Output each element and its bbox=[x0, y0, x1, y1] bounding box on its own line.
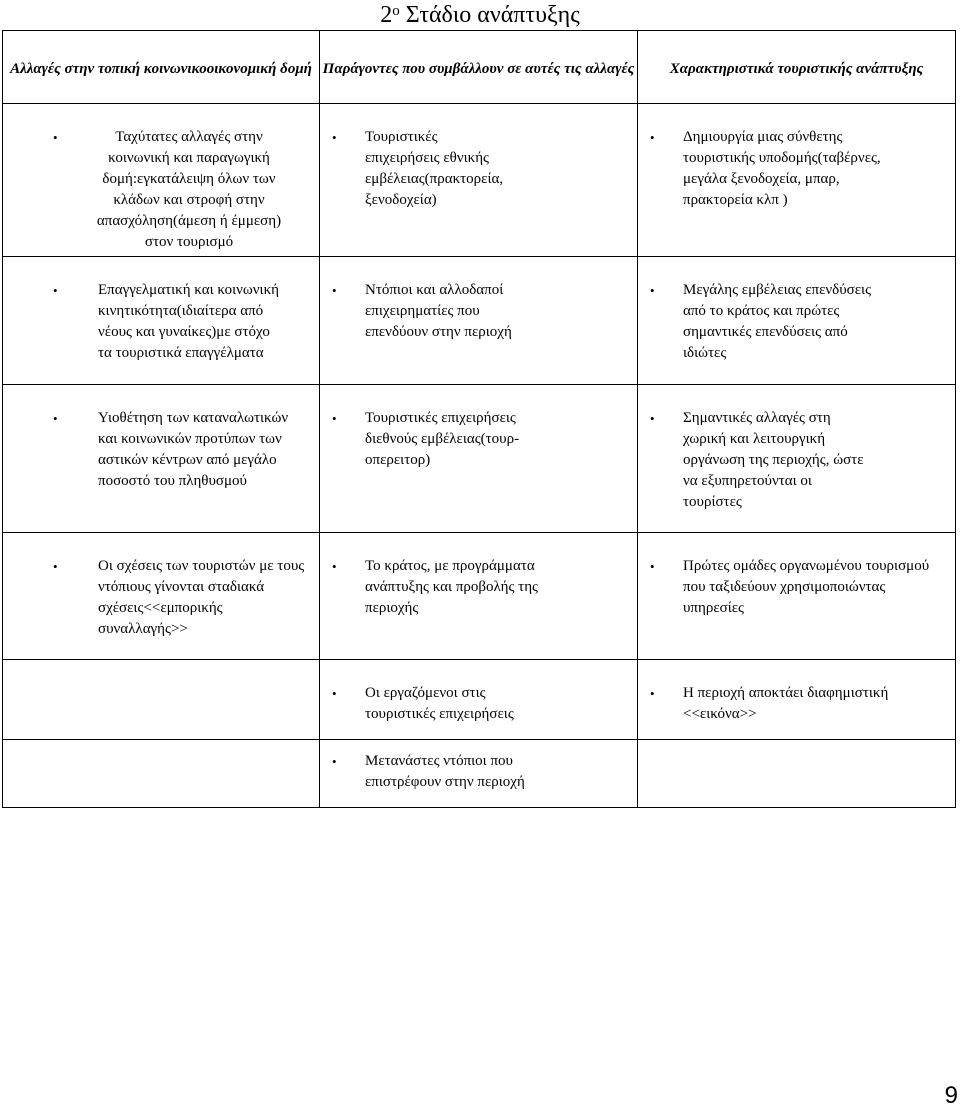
table-cell bbox=[320, 533, 638, 660]
cell-text: Μεγάλης εμβέλειας επενδύσεις από το κράτος και πρώτες σημαντικές επενδύσεις από ιδιώτες bbox=[683, 282, 872, 361]
header-label: Χαρακτηριστικά τουριστικής ανάπτυξης bbox=[669, 61, 924, 77]
header-label: Αλλαγές στην τοπική κοινωνικοοικονομική δομή bbox=[10, 61, 312, 77]
table-row bbox=[3, 533, 956, 660]
bullet-icon: • bbox=[53, 559, 58, 574]
header-row bbox=[3, 31, 956, 104]
table-cell bbox=[3, 533, 320, 660]
bullet-icon: • bbox=[650, 283, 655, 298]
table-cell bbox=[638, 257, 956, 385]
table-row bbox=[3, 257, 956, 385]
title-number: 2 bbox=[380, 2, 393, 28]
table-cell bbox=[3, 385, 320, 533]
header-label: Παράγοντες που συμβάλλουν σε αυτές τις αλλαγές bbox=[322, 61, 635, 77]
cell-text: Οι εργαζόμενοι στις τουριστικές επιχειρήσεις bbox=[365, 685, 514, 722]
bullet-icon: • bbox=[650, 559, 655, 574]
bullet-icon: • bbox=[332, 559, 337, 574]
table-cell bbox=[638, 533, 956, 660]
header-cell bbox=[638, 31, 956, 104]
table-cell bbox=[638, 660, 956, 740]
table-cell bbox=[320, 257, 638, 385]
table-cell bbox=[320, 385, 638, 533]
cell-text: Το κράτος, με προγράμματα ανάπτυξης και προβολής της περιοχής bbox=[365, 558, 538, 616]
table-cell bbox=[320, 660, 638, 740]
table-cell bbox=[3, 257, 320, 385]
cell-text: Μετανάστες ντόπιοι που επιστρέφουν στην περιοχή bbox=[365, 753, 525, 790]
table-row bbox=[3, 660, 956, 740]
title-superscript: ο bbox=[392, 3, 400, 19]
table-row bbox=[3, 740, 956, 808]
bullet-icon: • bbox=[650, 686, 655, 701]
header-cell bbox=[320, 31, 638, 104]
bullet-icon: • bbox=[53, 411, 58, 426]
bullet-icon: • bbox=[332, 754, 337, 769]
bullet-icon: • bbox=[650, 411, 655, 426]
cell-text: Ντόπιοι και αλλοδαποί επιχειρηματίες που επενδύουν στην περιοχή bbox=[365, 282, 512, 340]
table-row bbox=[3, 385, 956, 533]
cell-text: Πρώτες ομάδες οργανωμένου τουρισμού που ταξιδεύουν χρησιμοποιώντας υπηρεσίες bbox=[683, 558, 930, 616]
table-cell bbox=[3, 740, 320, 808]
cell-text: Τουριστικές επιχειρήσεις εθνικής εμβέλειας(πρακτορεία, ξενοδοχεία) bbox=[365, 129, 504, 208]
bullet-icon: • bbox=[332, 686, 337, 701]
bullet-icon: • bbox=[332, 130, 337, 145]
cell-text: Υιοθέτηση των καταναλωτικών και κοινωνικών προτύπων των αστικών κέντρων από μεγάλο ποσοστό του πληθυσμού bbox=[98, 410, 289, 489]
table-cell bbox=[3, 104, 320, 257]
cell-text: Ταχύτατες αλλαγές στην κοινωνική και παραγωγική δομή:εγκατάλειψη όλων των κλάδων και στροφή στην απασχόληση(άμεση ή έμμεση) στον τουρισμό bbox=[96, 129, 282, 250]
bullet-icon: • bbox=[650, 130, 655, 145]
table-cell bbox=[320, 740, 638, 808]
bullet-icon: • bbox=[332, 283, 337, 298]
table-cell bbox=[638, 740, 956, 808]
cell-text: Επαγγελματική και κοινωνική κινητικότητα(ιδιαίτερα από νέους και γυναίκες)με στόχο τα τουριστικά επαγγέλματα bbox=[98, 282, 279, 361]
cell-text: Οι σχέσεις των τουριστών με τους ντόπιους γίνονται σταδιακά σχέσεις<<εμπορικής συναλλαγής>> bbox=[98, 558, 305, 637]
bullet-icon: • bbox=[332, 411, 337, 426]
bullet-icon: • bbox=[53, 130, 58, 145]
table-cell bbox=[3, 660, 320, 740]
bullet-icon: • bbox=[53, 283, 58, 298]
header-cell bbox=[3, 31, 320, 104]
page-title bbox=[0, 0, 960, 30]
table-cell bbox=[638, 385, 956, 533]
cell-text: Σημαντικές αλλαγές στη χωρική και λειτουργική οργάνωση της περιοχής, ώστε να εξυπηρετούνται οι τουρίστες bbox=[683, 410, 864, 510]
cell-text: Η περιοχή αποκτάει διαφημιστική <<εικόνα>> bbox=[683, 685, 889, 722]
table-cell bbox=[638, 104, 956, 257]
title-text: Στάδιο ανάπτυξης bbox=[399, 2, 580, 28]
cell-text: Τουριστικές επιχειρήσεις διεθνούς εμβέλειας(τουρ-οπερειτορ) bbox=[365, 410, 520, 468]
development-table bbox=[2, 30, 956, 808]
page-number: 9 bbox=[944, 1082, 958, 1109]
table-row bbox=[3, 104, 956, 257]
table-cell bbox=[320, 104, 638, 257]
cell-text: Δημιουργία μιας σύνθετης τουριστικής υποδομής(ταβέρνες, μεγάλα ξενοδοχεία, μπαρ, πρακτορεία κλπ ) bbox=[683, 129, 881, 208]
